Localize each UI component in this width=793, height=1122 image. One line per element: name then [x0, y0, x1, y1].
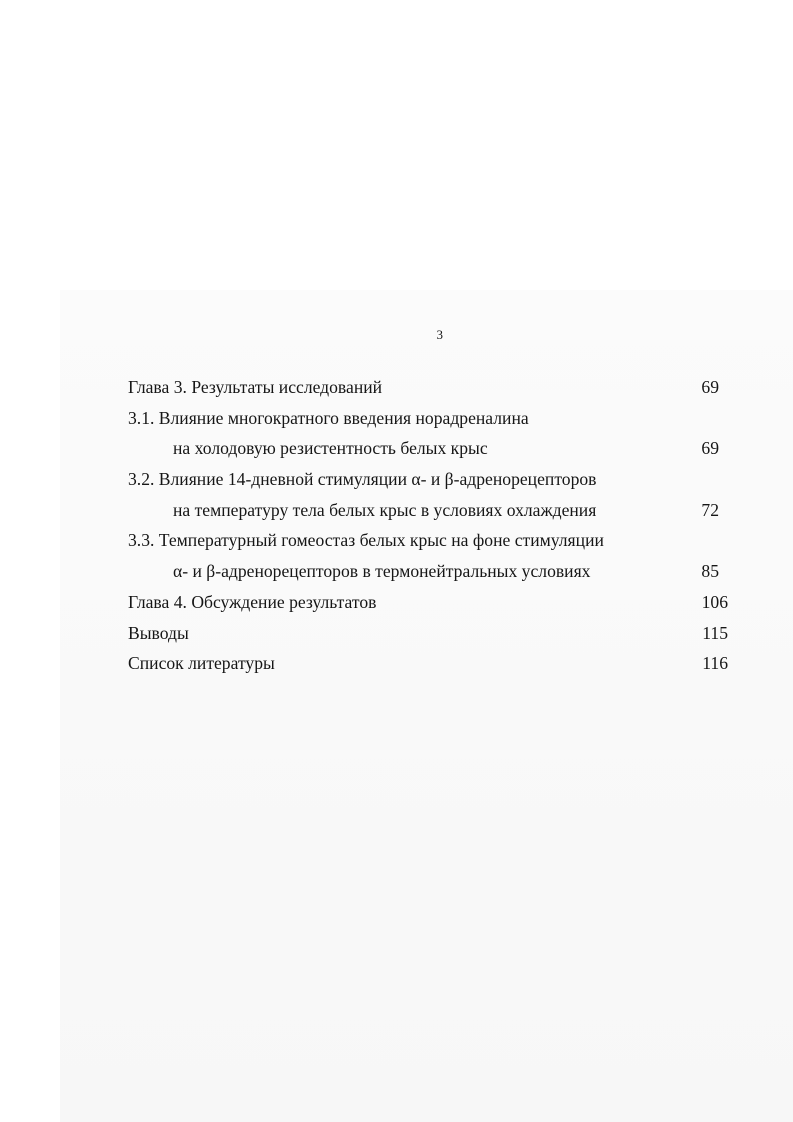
- toc-entry-references: [128, 649, 728, 680]
- toc-entry-section-3-1: [128, 404, 728, 435]
- toc-entry-page: 115: [702, 622, 728, 643]
- toc-entry-conclusions: [128, 619, 728, 650]
- toc-entry-page: 85: [701, 561, 719, 582]
- toc-entry-text: на температуру тела белых крыс в условиях охлаждения: [173, 499, 597, 520]
- toc-entry-section-3-3: [128, 526, 728, 557]
- toc-entry-section-3-2-cont: [128, 496, 728, 527]
- toc-entry-text: Глава 4. Обсуждение результатов: [128, 591, 377, 612]
- toc-entry-page: 69: [701, 438, 719, 459]
- toc-entry-text: 3.1. Влияние многократного введения норадреналина: [128, 407, 529, 428]
- toc-entry-chapter-4: [128, 588, 728, 619]
- toc-entry-text: на холодовую резистентность белых крыс: [173, 438, 488, 459]
- toc-entry-chapter-3: [128, 373, 728, 404]
- toc-entry-text: Список литературы: [128, 653, 275, 674]
- toc-entry-page: 106: [701, 591, 728, 612]
- toc-entry-section-3-2: [128, 465, 728, 496]
- toc-entry-page: 69: [701, 377, 719, 397]
- toc-entry-text: Выводы: [128, 622, 189, 643]
- toc-entry-section-3-3-cont: [128, 557, 728, 588]
- toc-entry-text: 3.3. Температурный гомеостаз белых крыс на фоне стимуляции: [128, 530, 604, 551]
- toc-entry-page: 72: [701, 499, 719, 520]
- page-number: 3: [436, 327, 444, 342]
- table-of-contents: [128, 373, 728, 680]
- toc-entry-text: α- и β-адренорецепторов в термонейтральных условиях: [173, 561, 591, 582]
- toc-entry-text: 3.2. Влияние 14-дневной стимуляции α- и β-адренорецепторов: [128, 469, 597, 490]
- toc-entry-text: Глава 3. Результаты исследований: [128, 377, 383, 397]
- toc-entry-section-3-1-cont: [128, 434, 728, 465]
- toc-entry-page: 116: [702, 653, 728, 674]
